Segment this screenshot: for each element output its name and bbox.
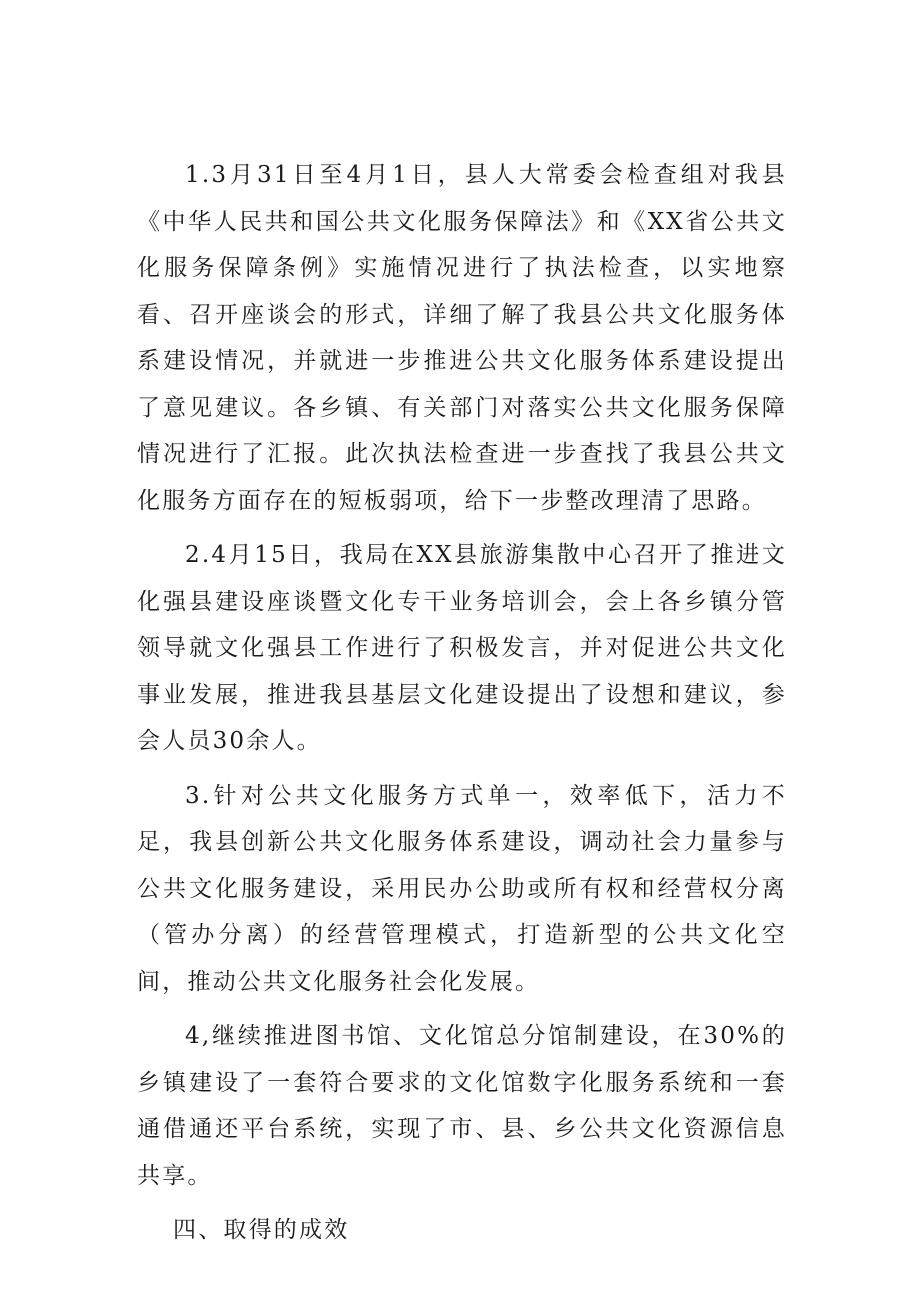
document-body <box>137 152 787 1254</box>
paragraph-law-enforcement-inspection: 1.3月31日至4月1日，县人大常委会检查组对我县《中华人民共和国公共文化服务保障法》和《XX省公共文化服务保障条例》实施情况进行了执法检查，以实地察看、召开座谈会的形式，详细了解了我县公共文化服务体系建设情况，并就进一步推进公共文化服务体系建设提出了意见建议。各乡镇、有关部门对落实公共文化服务保障情况进行了汇报。此次执法检查进一步查找了我县公共文化服务方面存在的短板弱项，给下一步整改理清了思路。 <box>137 162 787 514</box>
section-heading: 四、取得的成效 <box>173 1217 350 1243</box>
paragraph-library-branch-system: 4,继续推进图书馆、文化馆总分馆制建设，在30%的乡镇建设了一套符合要求的文化馆数字化服务系统和一套通借通还平台系统，实现了市、县、乡公共文化资源信息共享。 <box>137 1023 787 1189</box>
paragraph-symposium-training: 2.4月15日，我局在XX县旅游集散中心召开了推进文化强县建设座谈暨文化专干业务培训会，会上各乡镇分管领导就文化强县工作进行了积极发言，并对促进公共文化事业发展，推进我县基层文化建设提出了设想和建议，参会人员30余人。 <box>137 542 787 754</box>
paragraph-service-innovation: 3.针对公共文化服务方式单一，效率低下，活力不足，我县创新公共文化服务体系建设，调动社会力量参与公共文化服务建设，采用民办公助或所有权和经营权分离（管办分离）的经营管理模式，打造新型的公共文化空间，推动公共文化服务社会化发展。 <box>137 782 787 995</box>
